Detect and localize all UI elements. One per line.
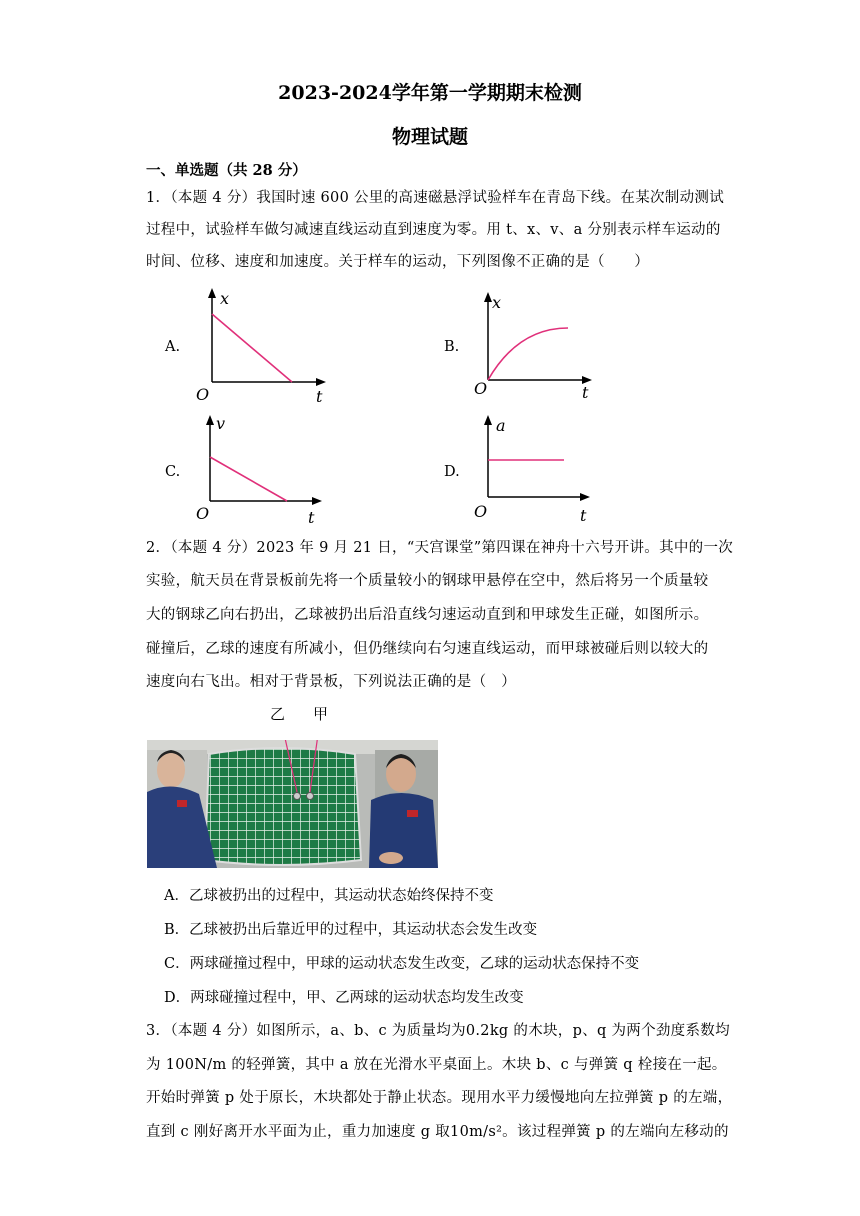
q2-line-4: 碰撞后，乙球的速度有所减小，但仍继续向右匀速直线运动，而甲球被碰后则以较大的	[146, 641, 709, 657]
graph-a-ylabel: x	[220, 289, 230, 308]
option-a-label: A.	[165, 339, 181, 355]
graph-c-x-arrow	[312, 497, 322, 505]
exam-title: 2023-2024学年第一学期期末检测	[278, 82, 582, 104]
graph-b-y-arrow	[484, 292, 492, 302]
exam-subtitle: 物理试题	[391, 126, 468, 148]
label-yi: 乙	[270, 705, 286, 723]
graph-c-xlabel: t	[308, 508, 315, 527]
graph-a-curve	[212, 314, 292, 382]
q1-line-2: 过程中，试验样车做匀减速直线运动直到速度为零。用 t、x、v、a 分别表示样车运动的	[146, 222, 721, 238]
graph-c-curve	[210, 457, 287, 501]
q2-line-1: 2．（本题 4 分）2023 年 9 月 21 日，“天宫课堂”第四课在神舟十六号开讲。其中的一次	[146, 540, 734, 556]
option-c-label: C.	[165, 464, 181, 480]
graph-b-origin: O	[474, 379, 488, 398]
graph-b-ylabel: x	[492, 293, 502, 312]
q2-line-5: 速度向右飞出。相对于背景板，下列说法正确的是（ ）	[146, 674, 516, 690]
section-heading: 一、单选题（共 28 分）	[146, 162, 307, 179]
graph-b-xlabel: t	[582, 383, 589, 402]
q2-choice-c: C．两球碰撞过程中，甲球的运动状态发生改变，乙球的运动状态保持不变	[164, 956, 640, 972]
option-d-label: D.	[444, 464, 460, 480]
q1-line-3: 时间、位移、速度和加速度。关于样车的运动，下列图像不正确的是（ ）	[146, 254, 650, 270]
q2-choice-a: A．乙球被扔出的过程中，其运动状态始终保持不变	[164, 888, 494, 904]
q3-line-3: 开始时弹簧 p 处于原长，木块都处于静止状态。现用水平力缓慢地向左拉弹簧 p 的左端，	[146, 1090, 733, 1106]
graph-b-curve	[488, 328, 568, 380]
q3-line-1: 3．（本题 4 分）如图所示，a、b、c 为质量均为0.2kg 的木块，p、q 为两个劲度系数均	[146, 1023, 730, 1039]
graph-d-ylabel: a	[496, 416, 506, 435]
graph-d-xlabel: t	[580, 506, 587, 525]
q2-line-2: 实验，航天员在背景板前先将一个质量较小的钢球甲悬停在空中，然后将另一个质量较	[146, 573, 709, 589]
q2-choice-b: B．乙球被扔出后靠近甲的过程中，其运动状态会发生改变	[164, 922, 538, 938]
q3-line-2: 为 100N/m 的轻弹簧，其中 a 放在光滑水平桌面上。木块 b、c 与弹簧 q 栓接在一起。	[146, 1057, 727, 1073]
graph-c-y-arrow	[206, 415, 214, 425]
graph-d-x-arrow	[580, 493, 590, 501]
graph-d-origin: O	[474, 502, 488, 521]
graph-a-x-arrow	[316, 378, 326, 386]
graph-c	[190, 413, 340, 531]
graph-a-y-arrow	[208, 288, 216, 298]
graph-d	[468, 413, 618, 531]
graph-c-ylabel: v	[216, 414, 226, 433]
graph-a-xlabel: t	[316, 387, 323, 406]
space-station-photo	[147, 740, 438, 868]
q2-choice-d: D．两球碰撞过程中，甲、乙两球的运动状态均发生改变	[164, 990, 524, 1006]
label-jia: 甲	[313, 705, 329, 723]
q2-line-3: 大的钢球乙向右扔出，乙球被扔出后沿直线匀速运动直到和甲球发生正碰，如图所示。	[146, 607, 709, 623]
graph-a	[190, 286, 340, 406]
q1-line-1: 1．（本题 4 分）我国时速 600 公里的高速磁悬浮试验样车在青岛下线。在某次制动测试	[146, 190, 725, 206]
graph-d-y-arrow	[484, 415, 492, 425]
graph-a-origin: O	[196, 385, 210, 404]
graph-c-origin: O	[196, 504, 210, 523]
q3-line-4: 直到 c 刚好离开水平面为止，重力加速度 g 取10m/s²。该过程弹簧 p 的左端向左移动的	[146, 1124, 729, 1140]
graph-b	[468, 286, 618, 406]
option-b-label: B.	[444, 339, 460, 355]
